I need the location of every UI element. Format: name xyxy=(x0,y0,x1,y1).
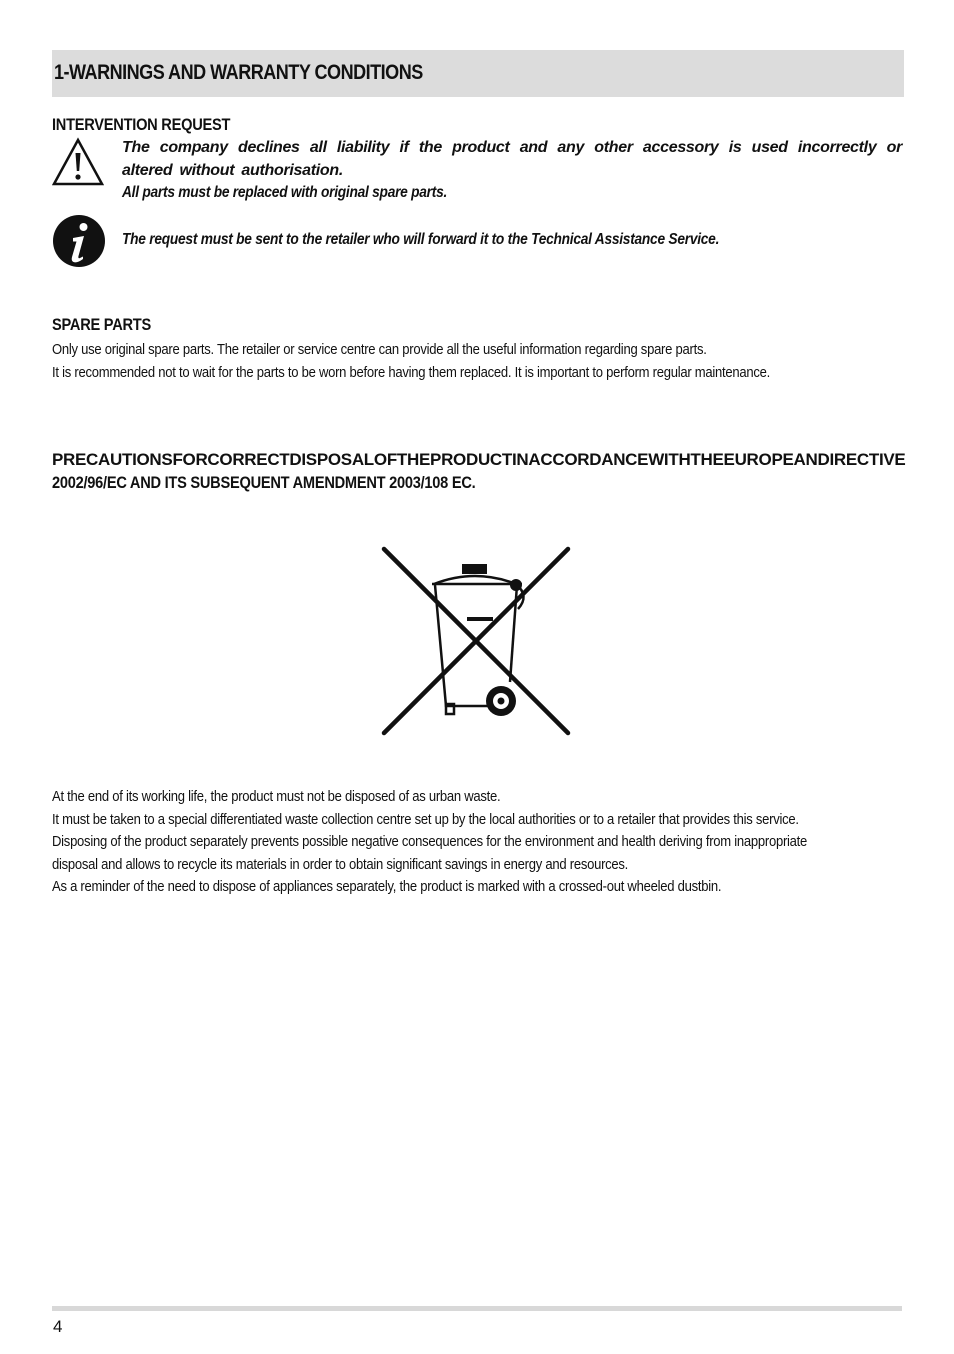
disposal-para-3-line-2: disposal and allows to recycle its materials in order to obtain significant savings in energy and resources. xyxy=(52,855,629,873)
disposal-heading-word: FOR xyxy=(172,450,208,469)
disposal-heading-word: THE xyxy=(690,450,724,469)
spare-parts-para-1: Only use original spare parts. The retailer or service centre can provide all the useful information regarding spare parts. xyxy=(52,341,707,358)
page-number: 4 xyxy=(53,1317,63,1336)
disposal-para-1: At the end of its working life, the product must not be disposed of as urban waste. xyxy=(52,788,501,805)
disposal-heading-word: ACCORDANCE xyxy=(528,450,649,469)
footer-divider xyxy=(52,1306,902,1311)
warning-triangle-icon xyxy=(52,137,104,187)
disposal-para-2: It must be taken to a special differentiated waste collection centre set up by the local authorities or to a retailer that provides this service. xyxy=(52,810,799,828)
disposal-heading-word: DIRECTIVE xyxy=(817,450,906,469)
disposal-heading-word: IN xyxy=(512,450,529,469)
info-request-text: The request must be sent to the retailer who will forward it to the Technical Assistance Service. xyxy=(122,231,720,248)
section-title: 1-WARNINGS AND WARRANTY CONDITIONS xyxy=(54,61,423,84)
info-text-block xyxy=(122,229,902,252)
section-header-bar xyxy=(52,50,904,97)
spare-parts-para-2: It is recommended not to wait for the parts to be worn before having them replaced. It is important to perform regular maintenance. xyxy=(52,363,771,381)
disposal-text xyxy=(52,786,904,899)
disposal-heading-word: DISPOSAL xyxy=(289,450,374,469)
disposal-heading-word: PRECAUTIONS xyxy=(52,450,173,469)
intervention-request-heading: INTERVENTION REQUEST xyxy=(52,115,231,134)
warning-original-parts-text: All parts must be replaced with original spare parts. xyxy=(122,184,448,201)
disposal-heading-word: CORRECT xyxy=(207,450,290,469)
disposal-para-4: As a reminder of the need to dispose of appliances separately, the product is marked with a crossed-out wheeled dustbin. xyxy=(52,878,722,896)
disposal-heading-line-1 xyxy=(52,448,906,471)
disposal-heading-word: THE xyxy=(396,450,431,469)
disposal-heading-word: EUROPEAN xyxy=(723,450,818,469)
disposal-heading xyxy=(52,448,906,494)
disposal-para-3-line-1: Disposing of the product separately prevents possible negative consequences for the environment and health deriving from inappropriate xyxy=(52,833,808,851)
disposal-heading-line-2: 2002/96/EC AND ITS SUBSEQUENT AMENDMENT 2003/108 EC. xyxy=(52,473,476,492)
disposal-heading-word: PRODUCT xyxy=(430,450,512,469)
warning-liability-text: The company declines all liability if the product and any other accessory is used incorrectly or altered without authorisation. xyxy=(122,139,902,179)
disposal-heading-word: OF xyxy=(373,450,397,469)
info-circle-icon xyxy=(52,214,106,268)
spare-parts-heading: SPARE PARTS xyxy=(52,315,151,334)
disposal-heading-word: WITH xyxy=(648,450,691,469)
crossed-out-wheeled-bin-icon xyxy=(378,544,574,738)
spare-parts-text xyxy=(52,339,904,384)
warning-text-block xyxy=(122,137,902,205)
